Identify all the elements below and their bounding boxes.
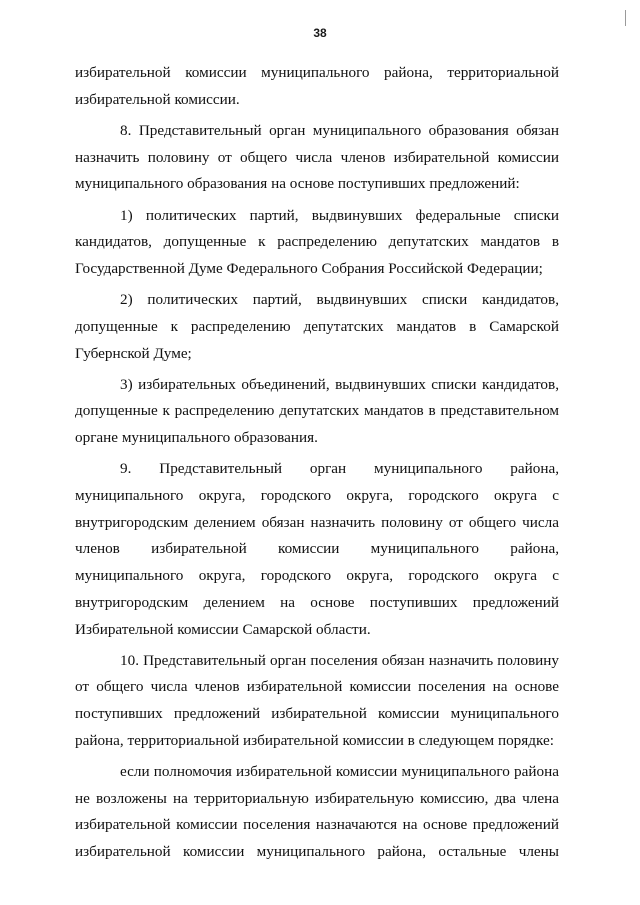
document-body bbox=[75, 60, 559, 870]
page-number: 38 bbox=[313, 26, 327, 40]
paragraph-item-3: 3) избирательных объединений, выдвинувших списки кандидатов, допущенные к распределению депутатских мандатов в представительном органе муниципального образования. bbox=[75, 375, 559, 447]
paragraph-clause-8: 8. Представительный орган муниципального образования обязан назначить половину от общего числа членов избирательной комиссии муниципального образования на основе поступивших предложений: bbox=[75, 121, 559, 193]
paragraph-item-1: 1) политических партий, выдвинувших федеральные списки кандидатов, допущенные к распределению депутатских мандатов в Государственной Думе Федерального Собрания Российской Федерации; bbox=[75, 206, 559, 277]
paragraph-clause-9: 9. Представительный орган муниципального района, муниципального округа, городского округа, городского округа с внутригородским делением обязан назначить половину от общего числа членов избирательной комиссии муниципального района, муниципального округа, городского округа, городского округа с внутригородским делением на основе поступивших предложений Избирательной комиссии Самарской области. bbox=[75, 460, 559, 638]
paragraph-clause-10: 10. Представительный орган поселения обязан назначить половину от общего числа членов избирательной комиссии поселения на основе поступивших предложений избирательной комиссии муниципального района, территориальной избирательной комиссии в следующем порядке: bbox=[75, 651, 559, 749]
paragraph-item-2: 2) политических партий, выдвинувших списки кандидатов, допущенные к распределению депутатских мандатов в Самарской Губернской Думе; bbox=[75, 291, 559, 362]
scan-artifact-mark bbox=[625, 10, 626, 26]
paragraph-clause-10-condition: если полномочия избирательной комиссии муниципального района не возложены на территориальную избирательную комиссию, два члена избирательной комиссии поселения назначаются на основе предложений избирательной комиссии муниципального района, остальные члены bbox=[75, 763, 559, 861]
paragraph-continuation: избирательной комиссии муниципального района, территориальной избирательной комиссии. bbox=[75, 64, 559, 108]
